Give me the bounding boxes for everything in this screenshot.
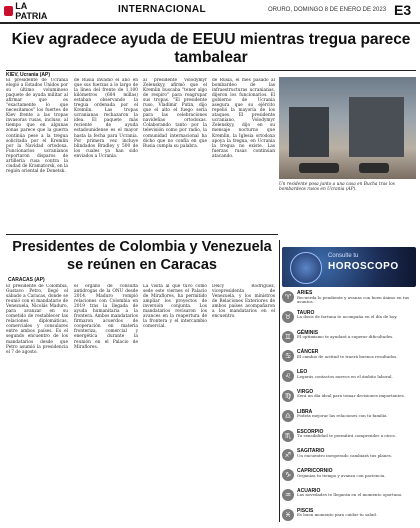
story2-column-2: el órgano de consulta antidrogas de la ONU desde 2014. Maduro rompió relaciones con Colombia en 2019 tras la llegada de ayuda humanitaria a la frontera. Ambos mandatarios firmaron acuerdos de cooperación en materia fronteriza, comercial y energética durante la reunión en el Palacio de Miraflores. [74, 284, 138, 350]
virgo-icon: ♍ [282, 390, 294, 402]
leo-icon: ♌ [282, 370, 294, 382]
logo-icon [4, 6, 13, 16]
capricorn-icon: ♑ [282, 469, 294, 481]
divider [279, 240, 280, 522]
gemini-icon: ♊ [282, 331, 294, 343]
horoscope-sign: ♎ LIBRA Podrás mejorar las relaciones con tu familia. [282, 409, 416, 429]
horoscope-sign: ♍ VIRGO Será un día ideal para tomar decisiones importantes. [282, 389, 416, 409]
divider [6, 234, 278, 235]
photo-car [359, 163, 389, 173]
horoscope-sign: ♑ CAPRICORNIO Organiza tu tiempo y avanza con paciencia. [282, 468, 416, 488]
story2-column-1: El presidente de Colombia, Gustavo Petro, llegó el sábado a Caracas, donde se reunió con el mandatario de Venezuela, Nicolás Maduro, para avanzar en su cometido de restablecer las relaciones diplomáticas, comerciales y consulares entre ambos países. Es el segundo encuentro de los mandatarios desde que Petro asumió la presidencia el 7 de agosto. [6, 284, 68, 355]
horoscope-sign: ♊ GÉMINIS El optimismo te ayudará a superar dificultades. [282, 330, 416, 350]
page-header [0, 0, 420, 24]
story1-photo-caption: Un residente posa junto a una casa en Bucha tras los bombardeos rusos en Ucrania (AP). [279, 182, 395, 192]
zodiac-wheel-icon [290, 252, 322, 284]
taurus-icon: ♉ [282, 311, 294, 323]
story2-column-4: Delcy Rodríguez, vicepresidenta de Venezuela, y los ministros de Relaciones Exteriores de ambos países acompañaron a los mandatarios en el encuentro. [212, 284, 275, 320]
horoscope-banner: Consulte tu HOROSCOPO [282, 247, 416, 287]
story2-column-3: La visita al que tuvo como sede este viernes el Palacio de Miraflores, ha permitido ampliar los proyectos de inversión conjunta. Los mandatarios revisaron los avances en la reapertura de la frontera y el intercambio comercial. [143, 284, 207, 330]
story1-column-3: al presidente Volodymyr Zelenskyy, afirmó que el Kremlin buscaba "tener algo de respiro" para reagrupar sus tropas. "El presidente ruso, Vladímir Putin, dijo que el alto el fuego sería para las celebraciones navideñas ortodoxas. Colaborando tanto por la televisión como por radio, la comunidad internacional ha dicho que no confía en que Rusia cumpla su palabra. [143, 78, 207, 149]
story1-column-4: de Rusia, el mes pasado al bombardeo de las infraestructuras ucranianas, dijeron los funcionarios. El gobierno de Ucrania asegura que su ejército repelió la mayoría de los ataques. El presidente ucraniano, Volodymyr Zelenskyy, dijo en su mensaje nocturno que Kremlin, la Iglesia ortodoxa apoya la tregua, en Ucrania la tregua no existe. Las fuerzas rusas continúan atacando. [212, 78, 275, 159]
horoscope-list [282, 290, 416, 528]
divider [6, 70, 416, 71]
libra-icon: ♎ [282, 410, 294, 422]
scorpio-icon: ♏ [282, 430, 294, 442]
story2-dateline: CARACAS (AP) [8, 277, 45, 283]
story1-column-1: El presidente de Ucrania elogió a Estados Unidos por su último voluminoso paquete de ayuda militar al afirmar que es "exactamente lo que necesitamos" los fuertes de Kiev frente a las tropas invasoras rusas, incluso, al tiempo que en algunas zonas parece que la guerra continúa pese a la tregua solicitada por el Kremlin por la Navidad ortodoxa. Funcionarios ucranianos reportaron disparos de artillería rusa contra la ciudad de Kramatorsk, en la región oriental de Donetsk. [6, 78, 68, 174]
horoscope-sign: ♉ TAURO La dosis de fortuna te acompaña en el día de hoy. [282, 310, 416, 330]
cancer-icon: ♋ [282, 350, 294, 362]
horoscope-sign: ♋ CÁNCER El cambio de actitud te traerá buenos resultados. [282, 349, 416, 369]
photo-building [289, 107, 329, 157]
section-title: INTERNACIONAL [118, 4, 206, 15]
story1-photo [279, 77, 416, 179]
issue-date: ORURO, DOMINGO 8 DE ENERO DE 2023 [268, 7, 387, 13]
horoscope-sign: ♓ PISCIS Es buen momento para cuidar tu salud. [282, 508, 416, 528]
horoscope-sign: ♏ ESCORPIO Tu sensibilidad te permitirá comprender a otros. [282, 429, 416, 449]
newspaper-logo: LA PATRIA [4, 2, 58, 20]
page-number: E3 [394, 2, 412, 18]
photo-building [349, 97, 404, 157]
aries-icon: ♈ [282, 291, 294, 303]
horoscope-sign: ♌ LEO Legarás contactos nuevos en el ámbito laboral. [282, 369, 416, 389]
photo-car [299, 163, 339, 173]
horoscope-sign: ♈ ARIES Recuerda lo pendiente y avanza con buen ánimo en tus asuntos. [282, 290, 416, 310]
story1-column-2: de Rusia invadió el año en que sus fuerzas a lo largo de la línea del frente de 1,100 kilómetros (684 millas) estaban observando la tregua ordenada por el Kremlin. Las tropas ucranianas rechazaron la idea. El paquete más reciente de ayuda estadounidense es el mayor hasta la fecha para Ucrania. Por primera vez incluye blindados Bradley y 500 de los cuales ya han sido enviados a Ucrania. [74, 78, 138, 159]
story2-headline: Presidentes de Colombia y Venezuela se reúnen en Caracas [12, 239, 272, 273]
horoscope-sign: ♒ ACUARIO Las novedades te llegarán en el momento oportuno. [282, 488, 416, 508]
pisces-icon: ♓ [282, 509, 294, 521]
story1-dateline: KIEV, Ucrania (AP) [6, 72, 50, 78]
horoscope-sign: ♐ SAGITARIO Un encuentro inesperado cambiará tus planes. [282, 448, 416, 468]
aquarius-icon: ♒ [282, 489, 294, 501]
sagittarius-icon: ♐ [282, 449, 294, 461]
story1-headline: Kiev agradece ayuda de EEUU mientras tregua parece tambalear [11, 31, 411, 66]
